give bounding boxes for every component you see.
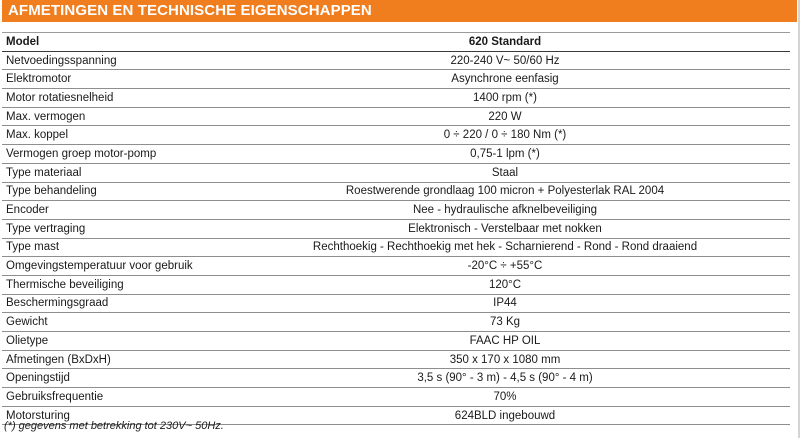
row-label: Encoder [2, 201, 220, 220]
table-header-label: Model [2, 33, 220, 52]
row-label: Vermogen groep motor-pomp [2, 145, 220, 164]
spec-table [2, 32, 790, 425]
row-value: FAAC HP OIL [220, 332, 790, 351]
table-row [2, 126, 790, 145]
footnote: (*) gegevens met betrekking tot 230V~ 50Hz. [4, 420, 224, 432]
table-row [2, 275, 790, 294]
row-label: Thermische beveiliging [2, 275, 220, 294]
table-row [2, 238, 790, 257]
row-value: 120°C [220, 275, 790, 294]
row-value: Roestwerende grondlaag 100 micron + Polyesterlak RAL 2004 [220, 182, 790, 201]
row-label: Beschermingsgraad [2, 294, 220, 313]
row-label: Netvoedingsspanning [2, 51, 220, 70]
row-label: Type behandeling [2, 182, 220, 201]
row-value: Elektronisch - Verstelbaar met nokken [220, 219, 790, 238]
row-value: 624BLD ingebouwd [220, 406, 790, 425]
row-value: 70% [220, 388, 790, 407]
row-label: Gewicht [2, 313, 220, 332]
table-header-row [2, 33, 790, 52]
row-value: Asynchrone eenfasig [220, 70, 790, 89]
table-header-value: 620 Standard [220, 33, 790, 52]
table-row [2, 182, 790, 201]
row-label: Type vertraging [2, 219, 220, 238]
row-label: Gebruiksfrequentie [2, 388, 220, 407]
table-row [2, 163, 790, 182]
row-label: Max. vermogen [2, 107, 220, 126]
row-value: 220 W [220, 107, 790, 126]
row-label: Type materiaal [2, 163, 220, 182]
table-row [2, 350, 790, 369]
row-label: Afmetingen (BxDxH) [2, 350, 220, 369]
table-row [2, 107, 790, 126]
table-row [2, 201, 790, 220]
row-value: 3,5 s (90° - 3 m) - 4,5 s (90° - 4 m) [220, 369, 790, 388]
row-label: Motor rotatiesnelheid [2, 89, 220, 108]
table-row [2, 51, 790, 70]
section-title: AFMETINGEN EN TECHNISCHE EIGENSCHAPPEN [2, 0, 797, 22]
row-value: 220-240 V~ 50/60 Hz [220, 51, 790, 70]
row-value: 350 x 170 x 1080 mm [220, 350, 790, 369]
row-label: Motorsturing [2, 406, 220, 425]
row-value: -20°C ÷ +55°C [220, 257, 790, 276]
table-row [2, 257, 790, 276]
row-value: Nee - hydraulische afknelbeveiliging [220, 201, 790, 220]
row-value: 0,75-1 lpm (*) [220, 145, 790, 164]
table-row [2, 332, 790, 351]
row-label: Openingstijd [2, 369, 220, 388]
table-row [2, 294, 790, 313]
row-label: Olietype [2, 332, 220, 351]
table-row [2, 313, 790, 332]
table-row [2, 219, 790, 238]
row-value: Staal [220, 163, 790, 182]
table-row [2, 145, 790, 164]
table-row [2, 89, 790, 108]
row-label: Elektromotor [2, 70, 220, 89]
row-value: 73 Kg [220, 313, 790, 332]
row-label: Omgevingstemperatuur voor gebruik [2, 257, 220, 276]
row-value: 1400 rpm (*) [220, 89, 790, 108]
row-label: Type mast [2, 238, 220, 257]
table-row [2, 388, 790, 407]
row-value: 0 ÷ 220 / 0 ÷ 180 Nm (*) [220, 126, 790, 145]
row-label: Max. koppel [2, 126, 220, 145]
table-row [2, 369, 790, 388]
row-value: Rechthoekig - Rechthoekig met hek - Scharnierend - Rond - Rond draaiend [220, 238, 790, 257]
table-row [2, 70, 790, 89]
row-value: IP44 [220, 294, 790, 313]
